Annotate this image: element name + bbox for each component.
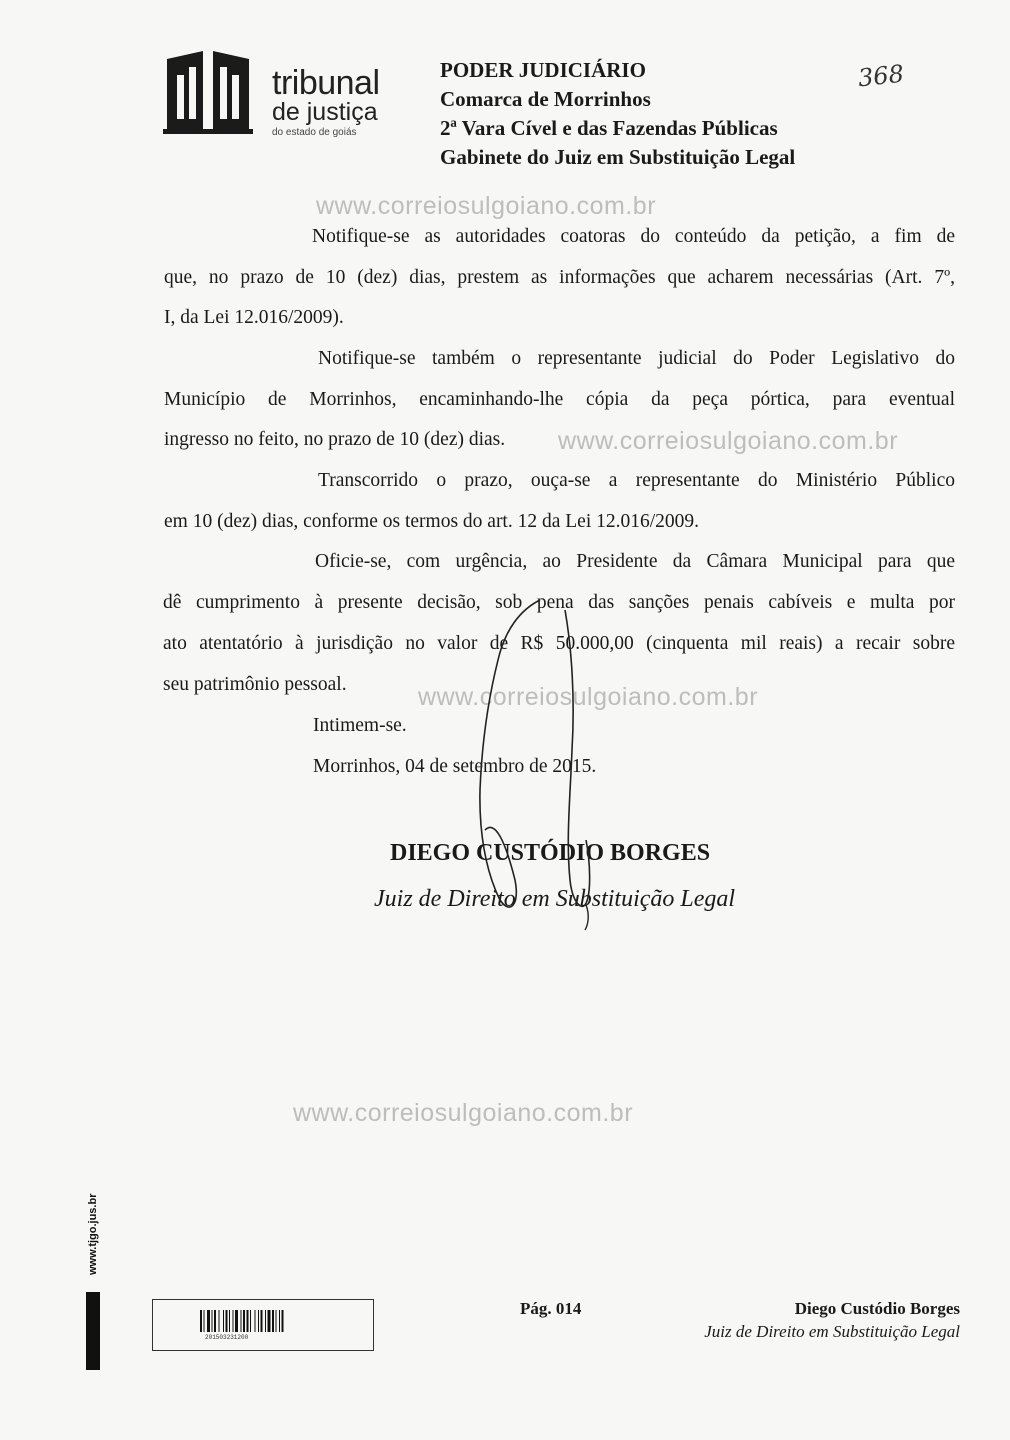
paragraph-3-line-2: em 10 (dez) dias, conforme os termos do art. 12 da Lei 12.016/2009.	[164, 511, 700, 532]
paragraph-3-line-1: Transcorrido o prazo, ouça-se a representante do Ministério Público	[318, 470, 955, 491]
header-poder-judiciario: PODER JUDICIÁRIO	[440, 58, 646, 82]
watermark: www.correiosulgoiano.com.br	[293, 1099, 634, 1127]
signatory-name: DIEGO CUSTÓDIO BORGES	[390, 840, 711, 866]
paragraph-1-line-2: que, no prazo de 10 (dez) dias, prestem as informações que acharem necessárias (Art. 7º,	[164, 267, 955, 288]
paragraph-4-line-3: ato atentatório à jurisdição no valor de R$ 50.000,00 (cinquenta mil reais) a recair sobre	[163, 633, 955, 654]
barcode-number: 201503231200	[205, 1334, 249, 1341]
footer-name: Diego Custódio Borges	[794, 1299, 960, 1318]
footer-role: Juiz de Direito em Substituição Legal	[704, 1322, 960, 1341]
paragraph-2-line-3: ingresso no feito, no prazo de 10 (dez) dias.	[164, 429, 506, 450]
paragraph-1-line-1: Notifique-se as autoridades coatoras do conteúdo da petição, a fim de	[312, 226, 955, 247]
paragraph-4-line-2: dê cumprimento à presente decisão, sob pena das sanções penais cabíveis e multa por	[163, 592, 955, 613]
watermark: www.correiosulgoiano.com.br	[316, 192, 657, 220]
side-url-text	[78, 1165, 104, 1275]
page-number: Pág. 014	[520, 1299, 582, 1318]
header-vara: 2ª Vara Cível e das Fazendas Públicas	[440, 116, 778, 140]
paragraph-4-line-1: Oficie-se, com urgência, ao Presidente da Câmara Municipal para que	[315, 551, 955, 572]
intimem-se: Intimem-se.	[313, 715, 407, 736]
logo-text-tribunal: tribunal	[272, 64, 380, 102]
svg-text:www.tjgo.jus.br: www.tjgo.jus.br	[87, 1193, 99, 1275]
signatory-role: Juiz de Direito em Substituição Legal	[374, 886, 736, 912]
barcode-icon	[200, 1310, 324, 1332]
page-stamp-handwritten: 368	[856, 59, 906, 93]
paragraph-2-line-1: Notifique-se também o representante judicial do Poder Legislativo do	[318, 348, 955, 369]
side-black-bar	[86, 1292, 100, 1370]
watermark: www.correiosulgoiano.com.br	[418, 683, 759, 711]
paragraph-2-line-2: Município de Morrinhos, encaminhando-lhe cópia da peça pórtica, para eventual	[164, 389, 955, 410]
paragraph-4-line-4: seu patrimônio pessoal.	[163, 674, 347, 695]
header-comarca: Comarca de Morrinhos	[440, 87, 651, 111]
logo-text-estado: do estado de goiás	[272, 127, 357, 138]
header-gabinete: Gabinete do Juiz em Substituição Legal	[440, 145, 796, 169]
tribunal-logo-icon	[163, 45, 253, 137]
watermark: www.correiosulgoiano.com.br	[558, 427, 899, 455]
logo-text-de-justica: de justiça	[272, 98, 378, 126]
date-line: Morrinhos, 04 de setembro de 2015.	[313, 756, 597, 777]
paragraph-1-line-3: I, da Lei 12.016/2009).	[164, 307, 344, 328]
